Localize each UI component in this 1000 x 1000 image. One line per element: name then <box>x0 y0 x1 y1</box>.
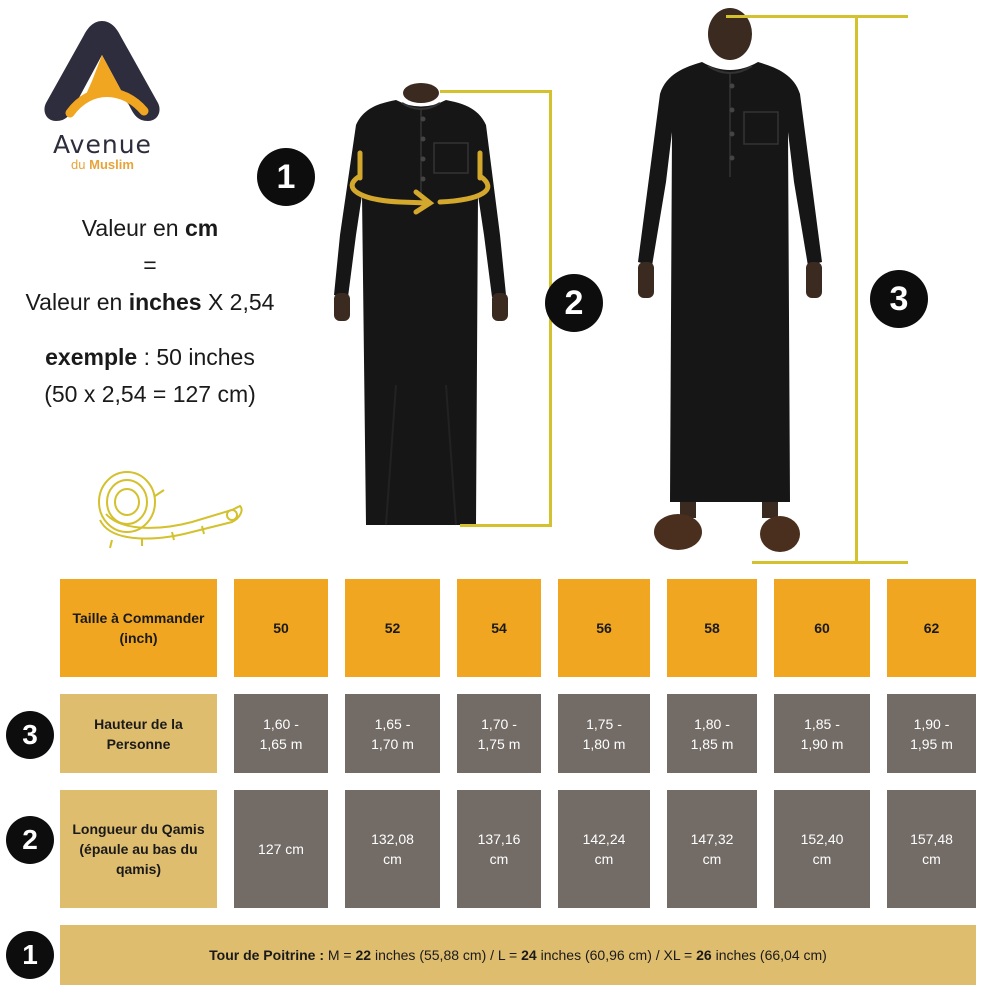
chest-size-note: Tour de Poitrine : M = 22 inches (55,88 cm) / L = 24 inches (60,96 cm) / XL = 26 inches (66,04 cm) <box>60 925 976 985</box>
length-cell: 142,24 cm <box>558 790 650 908</box>
row-marker-height: 3 <box>6 711 54 759</box>
conversion-example-calc: (50 x 2,54 = 127 cm) <box>44 381 256 407</box>
conversion-line-cm: Valeur en cm <box>81 215 219 241</box>
height-cell: 1,70 - 1,75 m <box>457 694 541 773</box>
height-cell: 1,85 - 1,90 m <box>774 694 870 773</box>
length-cell: 132,08 cm <box>345 790 440 908</box>
height-top-line <box>726 15 908 18</box>
length-bottom-line <box>460 524 552 527</box>
chest-arrow-icon <box>340 148 500 218</box>
length-cell: 127 cm <box>234 790 328 908</box>
brand-name: Avenue <box>53 130 152 159</box>
marker-length: 2 <box>545 274 603 332</box>
length-cell: 157,48 cm <box>887 790 976 908</box>
marker-height: 3 <box>870 270 928 328</box>
height-cell: 1,75 - 1,80 m <box>558 694 650 773</box>
qamis-model-full <box>630 12 830 557</box>
length-cell: 147,32 cm <box>667 790 757 908</box>
row-marker-length: 2 <box>6 816 54 864</box>
row-label-length: Longueur du Qamis (épaule au bas du qamis) <box>60 790 217 908</box>
height-bottom-line <box>752 561 908 564</box>
size-cell: 54 <box>457 579 541 677</box>
brand-subname: du Muslim <box>71 157 134 172</box>
size-cell: 62 <box>887 579 976 677</box>
size-cell: 56 <box>558 579 650 677</box>
header-size-label: Taille à Commander (inch) <box>60 579 217 677</box>
size-cell: 58 <box>667 579 757 677</box>
height-cell: 1,65 - 1,70 m <box>345 694 440 773</box>
brand-logo <box>40 15 165 175</box>
height-vertical-line <box>855 15 858 563</box>
conversion-note <box>0 210 300 413</box>
height-cell: 1,80 - 1,85 m <box>667 694 757 773</box>
height-cell: 1,90 - 1,95 m <box>887 694 976 773</box>
conversion-equals: = <box>143 252 157 278</box>
size-cell: 52 <box>345 579 440 677</box>
tape-measure-icon <box>82 460 247 555</box>
marker-chest: 1 <box>257 148 315 206</box>
height-cell: 1,60 - 1,65 m <box>234 694 328 773</box>
size-cell: 60 <box>774 579 870 677</box>
logo-mark-icon <box>40 15 165 127</box>
length-cell: 152,40 cm <box>774 790 870 908</box>
row-marker-chest: 1 <box>6 931 54 979</box>
size-cell: 50 <box>234 579 328 677</box>
conversion-example: exemple : 50 inches <box>45 344 255 370</box>
row-label-height: Hauteur de la Personne <box>60 694 217 773</box>
length-cell: 137,16 cm <box>457 790 541 908</box>
length-top-line <box>440 90 552 93</box>
conversion-line-inches: Valeur en inches X 2,54 <box>25 289 275 315</box>
